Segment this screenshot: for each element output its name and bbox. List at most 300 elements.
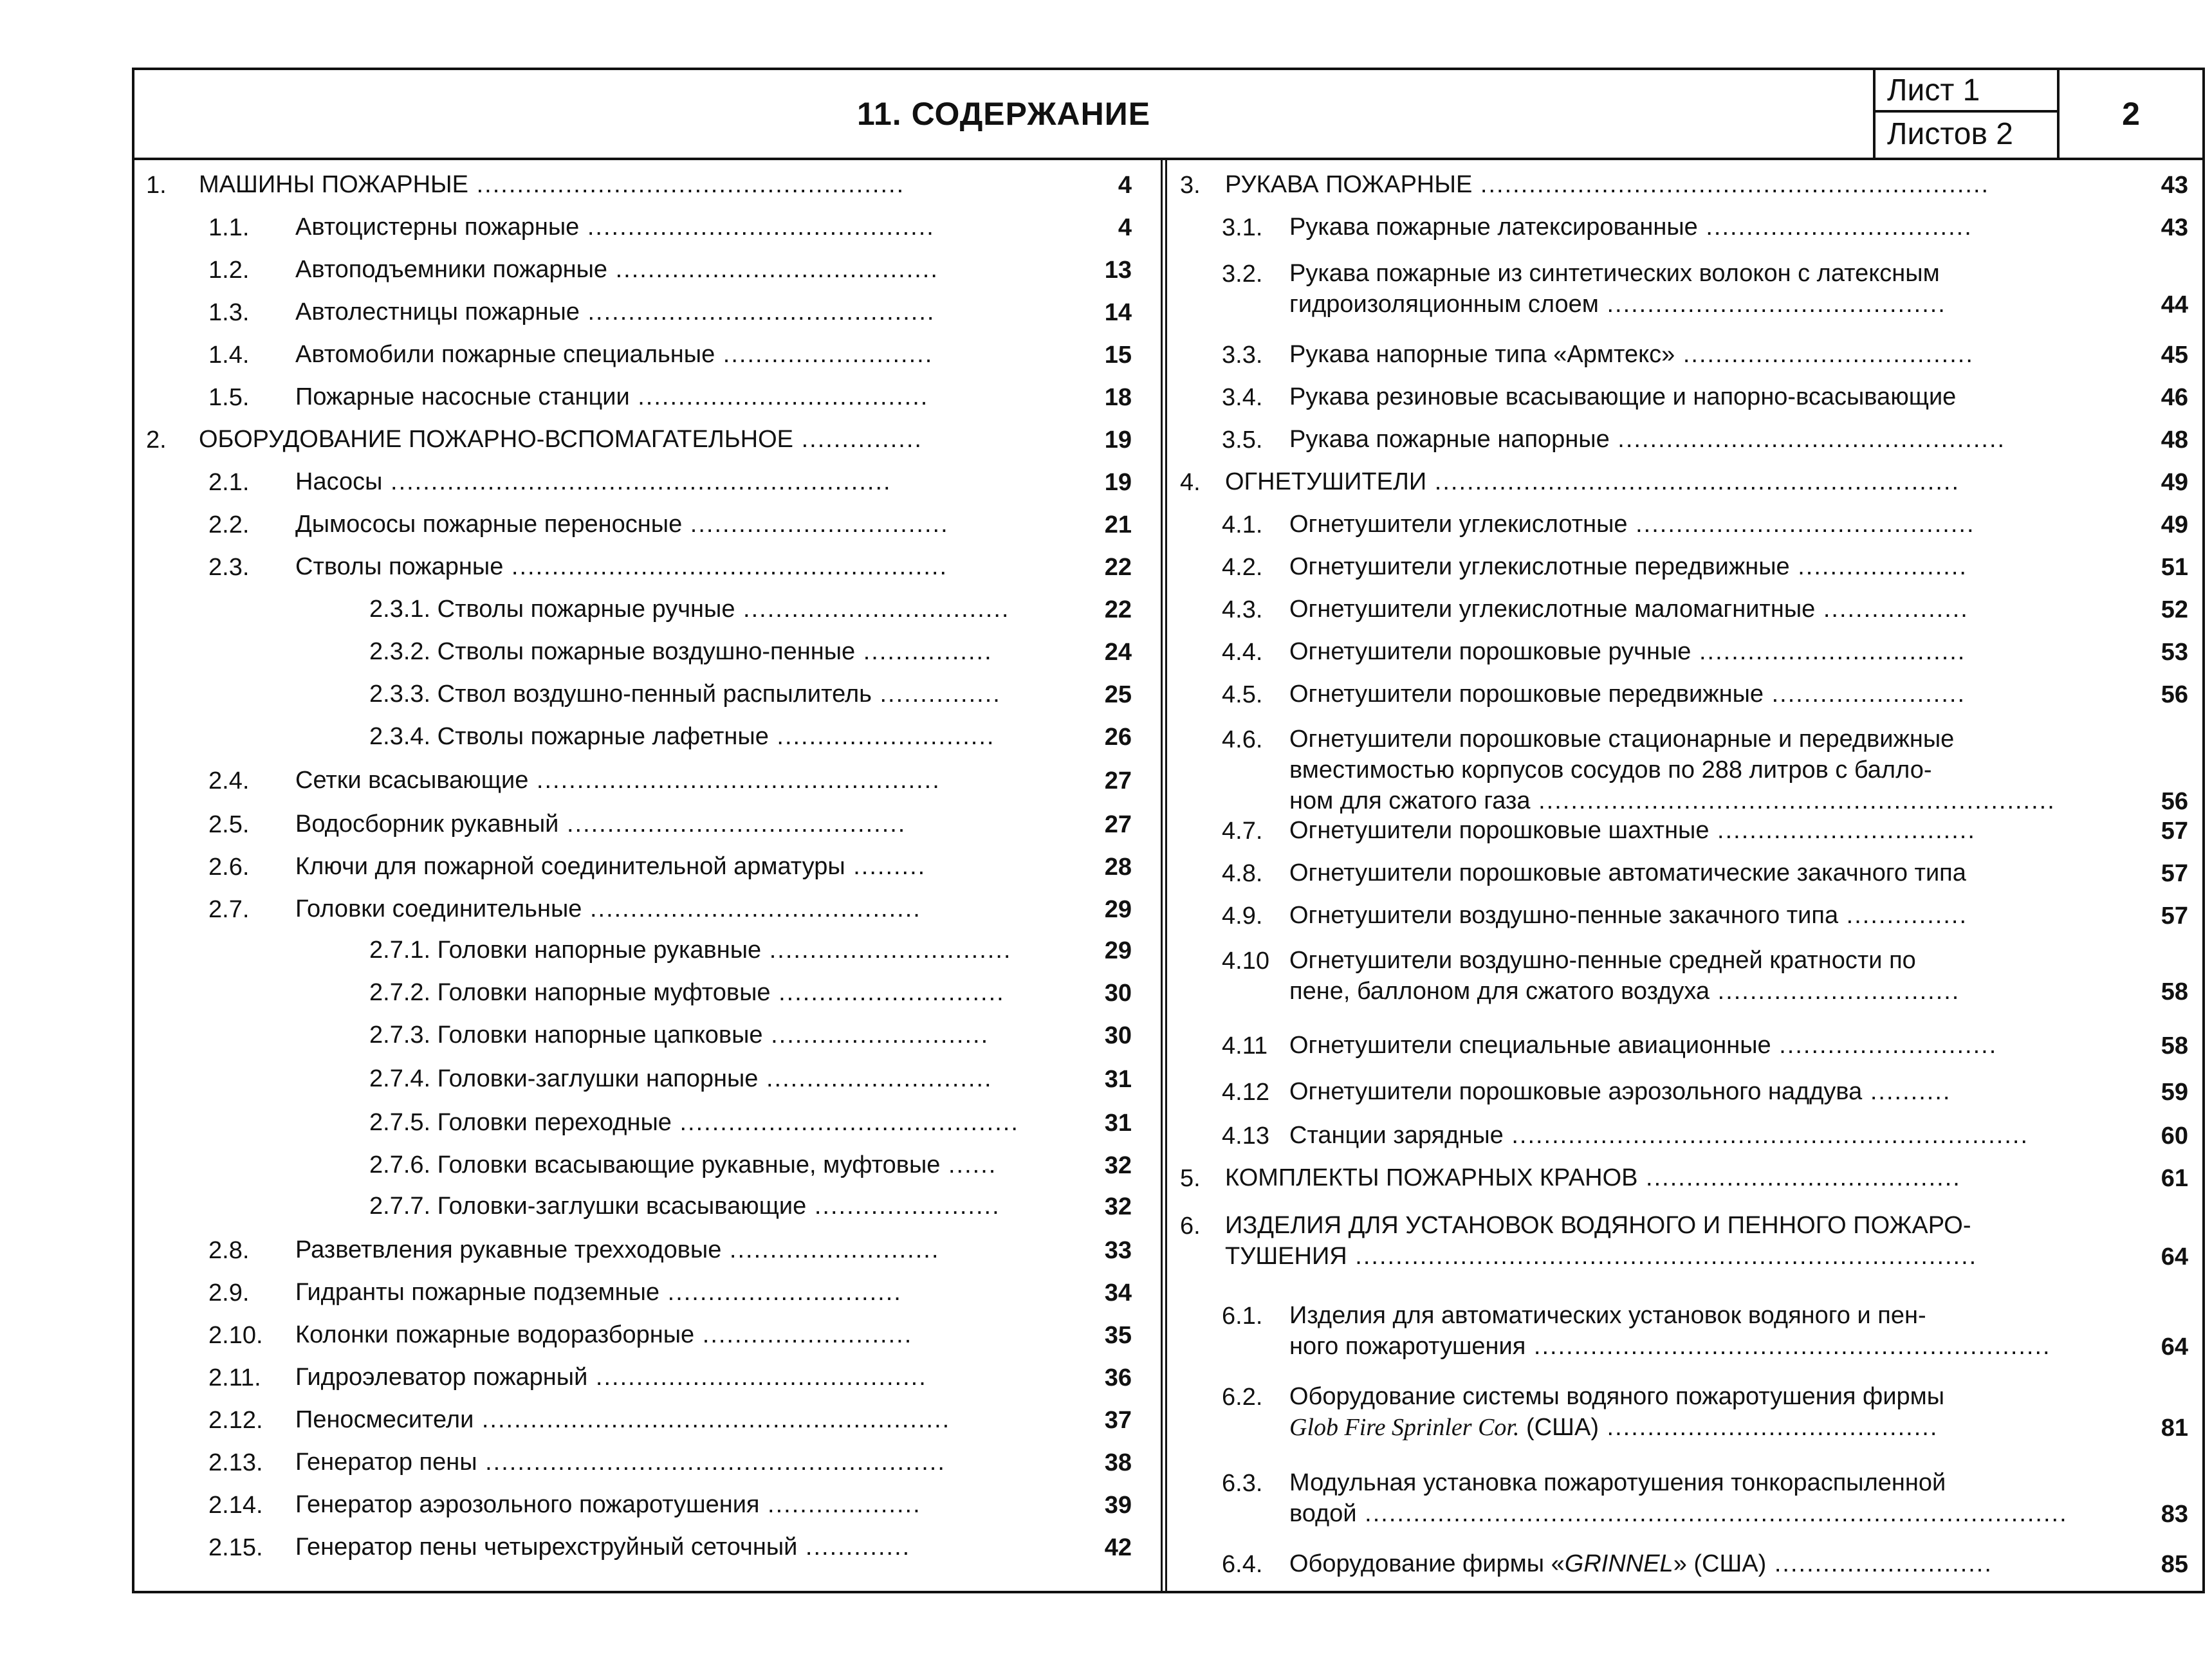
toc-entry-page: 56 — [2161, 788, 2188, 815]
toc-entry-italic-text: GRINNEL — [1564, 1550, 1673, 1577]
leader-dots: ............................ — [758, 1065, 993, 1092]
toc-entry-text: Огнетушители специальные авиационные — [1289, 1032, 1771, 1059]
toc-entry-page: 13 — [1104, 257, 1132, 284]
toc-entry-line — [1289, 1548, 2119, 1579]
toc-entry-title — [369, 721, 1077, 752]
toc-entry-text: Огнетушители воздушно-пенные средней кратности по — [1289, 947, 1916, 974]
toc-entry-title — [369, 977, 1077, 1008]
toc-entry-text: МАШИНЫ ПОЖАРНЫЕ — [199, 171, 469, 198]
leader-dots: ........................................ — [607, 256, 939, 283]
leader-dots: ......................................................... — [477, 1449, 946, 1476]
toc-entry-line — [369, 721, 1077, 752]
toc-entry-page: 42 — [1104, 1534, 1132, 1561]
toc-entry-number: 2.3. — [208, 554, 250, 581]
toc-right-column — [1167, 160, 2202, 1593]
toc-entry-text: 2.3.2. Стволы пожарные воздушно-пенные — [369, 638, 856, 665]
toc-entry-number: 4.11 — [1222, 1032, 1268, 1059]
toc-entry-title — [1289, 815, 2119, 846]
toc-entry-page: 49 — [2161, 469, 2188, 496]
toc-entry-line — [295, 1319, 1077, 1350]
toc-entry-number: 2.1. — [208, 469, 250, 496]
toc-entry-number: 4.6. — [1222, 726, 1263, 753]
toc-entry-title — [1289, 900, 2119, 931]
toc-entry-page: 26 — [1104, 724, 1132, 751]
toc-entry-number: 2.9. — [208, 1279, 250, 1306]
toc-entry-line — [1289, 636, 2119, 667]
toc-entry-line — [295, 509, 1077, 540]
leader-dots: ............... — [793, 426, 923, 453]
toc-entry-number: 2. — [146, 426, 167, 454]
toc-entry-text: Огнетушители порошковые стационарные и передвижные — [1289, 726, 1955, 753]
toc-entry-title — [1289, 339, 2119, 370]
toc-entry-text: Изделия для автоматических установок водяного и пен- — [1289, 1302, 1926, 1329]
toc-entry-text: ном для сжатого газа — [1289, 787, 1531, 814]
toc-entry-page: 44 — [2161, 291, 2188, 318]
toc-entry-text: 2.7.5. Головки переходные — [369, 1109, 672, 1136]
toc-entry-line — [1289, 509, 2119, 540]
toc-entry-page: 31 — [1104, 1110, 1132, 1137]
toc-entry-text: РУКАВА ПОЖАРНЫЕ — [1225, 171, 1473, 198]
toc-entry-title — [295, 254, 1077, 285]
header — [134, 70, 2202, 160]
toc-entry-number: 1.5. — [208, 384, 250, 411]
toc-entry-line — [1289, 339, 2119, 370]
toc-entry-page: 33 — [1104, 1237, 1132, 1264]
toc-entry-page: 28 — [1104, 854, 1132, 881]
toc-entry-text: Рукава пожарные латексированные — [1289, 214, 1698, 241]
toc-entry-line — [295, 893, 1077, 924]
toc-entry-title — [369, 1107, 1077, 1138]
toc-entry-number: 2.12. — [208, 1407, 263, 1434]
toc-entry-text: Генератор пены четырехструйный сеточный — [295, 1534, 798, 1561]
toc-entry-text: 2.7.7. Головки-заглушки всасывающие — [369, 1193, 807, 1220]
leader-dots: .................................... — [629, 383, 929, 410]
toc-entry-page: 58 — [2161, 1032, 2188, 1059]
toc-entry-text: Рукава пожарные из синтетических волокон с латексным — [1289, 260, 1940, 287]
toc-entry-text: Автомобили пожарные специальные — [295, 341, 715, 368]
toc-entry-text: Автоподъемники пожарные — [295, 256, 608, 283]
toc-entry-text: Оборудование фирмы « — [1289, 1550, 1565, 1577]
toc-entry-title — [1289, 1300, 2119, 1362]
toc-entry-number: 2.14. — [208, 1492, 263, 1519]
toc-entry-title — [295, 1234, 1077, 1265]
toc-entry-page: 38 — [1104, 1449, 1132, 1476]
leader-dots: .......................... — [694, 1321, 913, 1348]
toc-entry-title — [295, 509, 1077, 540]
toc-entry-number: 1.4. — [208, 342, 250, 369]
toc-entry-title — [369, 1191, 1077, 1222]
toc-entry-page: 35 — [1104, 1322, 1132, 1349]
toc-entry-line — [295, 1277, 1077, 1308]
toc-entry-page: 60 — [2161, 1123, 2188, 1150]
toc-entry-page: 21 — [1104, 511, 1132, 538]
toc-entry-title — [199, 169, 1077, 200]
toc-entry-page: 27 — [1104, 811, 1132, 838]
leader-dots: ............... — [1838, 902, 1968, 929]
leader-dots: ........................... — [1771, 1032, 1998, 1059]
toc-entry-title — [295, 809, 1077, 839]
toc-entry-text: КОМПЛЕКТЫ ПОЖАРНЫХ КРАНОВ — [1225, 1164, 1638, 1191]
toc-entry-text: Оборудование системы водяного пожаротушения фирмы — [1289, 1383, 1945, 1410]
toc-entry-line — [1225, 1162, 2119, 1193]
toc-entry-line — [1289, 1498, 2119, 1529]
leader-dots: ................................. — [735, 596, 1010, 623]
toc-left-column — [134, 160, 1161, 1593]
toc-entry-title — [369, 636, 1077, 667]
toc-entry-line — [295, 1362, 1077, 1393]
leader-dots: .................................... — [1675, 341, 1974, 368]
toc-entry-line — [369, 1107, 1077, 1138]
toc-entry-line — [295, 551, 1077, 582]
toc-entry-number: 6.3. — [1222, 1470, 1263, 1497]
toc-entry-title — [369, 679, 1077, 710]
toc-entry-title — [295, 381, 1077, 412]
toc-entry-page: 61 — [2161, 1165, 2188, 1192]
toc-entry-text: 2.3.1. Стволы пожарные ручные — [369, 596, 735, 623]
toc-entry-page: 58 — [2161, 978, 2188, 1005]
toc-entry-title — [295, 551, 1077, 582]
toc-entry-line — [1289, 1331, 2119, 1362]
toc-entry-number: 2.6. — [208, 854, 250, 881]
leader-dots: ................................ — [1709, 817, 1976, 844]
toc-entry-title — [1289, 594, 2119, 625]
toc-entry-number: 4.9. — [1222, 903, 1263, 930]
toc-entry-number: 4.5. — [1222, 681, 1263, 708]
toc-entry-text: 2.7.6. Головки всасывающие рукавные, муфтовые — [369, 1151, 941, 1178]
leader-dots: ........................... — [762, 1022, 990, 1049]
toc-entry-text: Огнетушители углекислотные передвижные — [1289, 553, 1790, 580]
toc-entry-page: 48 — [2161, 426, 2188, 454]
toc-entry-page: 43 — [2161, 214, 2188, 241]
toc-entry-text: Дымососы пожарные переносные — [295, 511, 683, 538]
leader-dots: ................................. — [1691, 638, 1966, 665]
toc-entry-text: Огнетушители порошковые аэрозольного наддува — [1289, 1078, 1863, 1105]
toc-entry-page: 45 — [2161, 342, 2188, 369]
leader-dots: .......................................................... — [474, 1406, 951, 1433]
toc-entry-text: 2.7.4. Головки-заглушки напорные — [369, 1065, 759, 1092]
toc-entry-text: Пожарные насосные станции — [295, 383, 630, 410]
toc-entry-title — [295, 1447, 1077, 1478]
toc-entry-text: Огнетушители порошковые передвижные — [1289, 681, 1764, 708]
toc-entry-page: 29 — [1104, 937, 1132, 964]
toc-entry-title — [1289, 1120, 2119, 1151]
toc-entry-line — [1289, 815, 2119, 846]
toc-entry-line — [295, 1489, 1077, 1520]
toc-entry-text: Разветвления рукавные трехходовые — [295, 1236, 722, 1263]
toc-entry-page: 51 — [2161, 554, 2188, 581]
toc-entry-number: 6.4. — [1222, 1551, 1263, 1578]
toc-entry-number: 5. — [1180, 1165, 1201, 1192]
toc-entry-number: 4.8. — [1222, 860, 1263, 887]
toc-entry-title — [1289, 679, 2119, 710]
leader-dots: ................................................ — [1609, 426, 2006, 453]
toc-entry-page: 52 — [2161, 596, 2188, 623]
toc-entry-line — [1289, 785, 2119, 816]
toc-entry-line — [1289, 289, 2119, 320]
toc-entry-title — [1289, 424, 2119, 455]
leader-dots: ................................................................ — [1525, 1333, 2051, 1360]
toc-entry-line — [295, 466, 1077, 497]
toc-entry-text: 2.7.1. Головки напорные рукавные — [369, 937, 762, 964]
toc-entry-line — [1289, 1076, 2119, 1107]
toc-entry-line — [295, 212, 1077, 243]
toc-entry-page: 24 — [1104, 639, 1132, 666]
toc-entry-text: Огнетушители порошковые автоматические закачного типа — [1289, 859, 1966, 886]
toc-entry-line — [1289, 258, 2119, 289]
toc-entry-line — [1289, 1030, 2119, 1061]
toc-entry-number: 6. — [1180, 1213, 1201, 1240]
leader-dots: .............................................................. — [382, 468, 892, 495]
toc-entry-title — [1225, 1210, 2119, 1272]
toc-entry-title — [1225, 169, 2119, 200]
toc-entry-line — [369, 679, 1077, 710]
leader-dots: ................................................................ — [1530, 787, 2056, 814]
leader-dots: ....................................................................................... — [1356, 1500, 2068, 1527]
toc-entry-number: 2.7. — [208, 896, 250, 923]
toc-entry-title — [295, 1319, 1077, 1350]
toc-entry-line — [295, 1532, 1077, 1562]
leader-dots: ............... — [871, 681, 1001, 708]
toc-entry-page: 22 — [1104, 596, 1132, 623]
toc-entry-text: Огнетушители порошковые ручные — [1289, 638, 1691, 665]
toc-entry-page: 57 — [2161, 860, 2188, 887]
toc-entry-text: Рукава пожарные напорные — [1289, 426, 1610, 453]
toc-entry-number: 4.7. — [1222, 818, 1263, 845]
toc-entry-text: ОГНЕТУШИТЕЛИ — [1225, 468, 1427, 495]
leader-dots: ........................................... — [579, 214, 935, 241]
leader-dots: ........................... — [768, 723, 995, 750]
leader-dots: ................................................................ — [1503, 1122, 2029, 1149]
toc-entry-number: 1.1. — [208, 214, 250, 241]
toc-entry-page: 57 — [2161, 903, 2188, 930]
toc-entry-line — [1289, 900, 2119, 931]
toc-entry-number: 4. — [1180, 469, 1201, 496]
toc-entry-text: Модульная установка пожаротушения тонкораспыленной — [1289, 1469, 1946, 1496]
toc-entry-title — [1289, 945, 2119, 1007]
toc-entry-text: 2.7.2. Головки напорные муфтовые — [369, 979, 771, 1006]
leader-dots: ............................ — [770, 979, 1005, 1006]
leader-dots: ............. — [797, 1534, 911, 1561]
toc-entry-text: Пеносмесители — [295, 1406, 474, 1433]
toc-entry-line — [369, 1150, 1077, 1180]
toc-entry-line — [295, 254, 1077, 285]
toc-entry-text: Рукава резиновые всасывающие и напорно-всасывающие — [1289, 383, 1957, 410]
leader-dots: ...................................................... — [503, 553, 948, 580]
toc-entry-line — [295, 1234, 1077, 1265]
toc-entry-title — [1289, 1548, 2119, 1579]
toc-entry-text: ТУШЕНИЯ — [1225, 1243, 1347, 1270]
toc-entry-page: 19 — [1104, 469, 1132, 496]
toc-entry-number: 3. — [1180, 172, 1201, 199]
toc-entry-line — [1225, 169, 2119, 200]
toc-entry-line — [369, 636, 1077, 667]
toc-entry-title — [295, 339, 1077, 370]
toc-entry-number: 4.12 — [1222, 1079, 1269, 1106]
toc-entry-line — [295, 765, 1077, 796]
toc-entry-line — [369, 1191, 1077, 1222]
toc-entry-title — [199, 424, 1077, 455]
toc-entry-page: 19 — [1104, 426, 1132, 454]
toc-entry-page: 83 — [2161, 1501, 2188, 1528]
toc-entry-page: 81 — [2161, 1415, 2188, 1442]
toc-entry-line — [199, 169, 1077, 200]
toc-entry-title — [1289, 212, 2119, 243]
toc-entry-title — [1225, 466, 2119, 497]
toc-entry-page: 46 — [2161, 384, 2188, 411]
toc-entry-page: 64 — [2161, 1333, 2188, 1361]
toc-entry-text: ОБОРУДОВАНИЕ ПОЖАРНО-ВСПОМАГАТЕЛЬНОЕ — [199, 426, 794, 453]
toc-entry-title — [1289, 551, 2119, 582]
toc-entry-number: 2.5. — [208, 811, 250, 838]
toc-entry-title — [1289, 1467, 2119, 1529]
toc-entry-page: 53 — [2161, 639, 2188, 666]
toc-entry-text: ИЗДЕЛИЯ ДЛЯ УСТАНОВОК ВОДЯНОГО И ПЕННОГО ПОЖАРО- — [1225, 1212, 1971, 1239]
leader-dots: ............................................................................. — [1347, 1243, 1978, 1270]
toc-entry-text-after: » (США) — [1673, 1550, 1767, 1577]
leader-dots: ....................................... — [1637, 1164, 1961, 1191]
toc-entry-line — [1289, 755, 2119, 785]
toc-entry-page: 32 — [1104, 1193, 1132, 1220]
toc-entry-title — [369, 935, 1077, 966]
leader-dots: ............................................................... — [1472, 171, 1990, 198]
toc-entry-line — [199, 424, 1077, 455]
leader-dots: .......................................... — [558, 811, 907, 838]
column-divider — [1161, 160, 1167, 1593]
leader-dots: .............................. — [1710, 978, 1960, 1005]
toc-entry-title — [1289, 857, 2119, 888]
toc-entry-title — [369, 594, 1077, 625]
toc-entry-title — [369, 1020, 1077, 1050]
toc-entry-page: 43 — [2161, 172, 2188, 199]
toc-entry-page: 32 — [1104, 1152, 1132, 1179]
toc-entry-text: Рукава напорные типа «Армтекс» — [1289, 341, 1675, 368]
toc-entry-text: Огнетушители воздушно-пенные закачного типа — [1289, 902, 1839, 929]
toc-entry-text: 2.3.3. Ствол воздушно-пенный распылитель — [369, 681, 872, 708]
toc-entry-line — [369, 1063, 1077, 1094]
toc-entry-title — [1289, 1381, 2119, 1443]
toc-entry-line — [369, 935, 1077, 966]
toc-entry-title — [295, 466, 1077, 497]
toc-entry-line — [369, 1020, 1077, 1050]
toc-entry-line — [1289, 594, 2119, 625]
toc-entry-line — [369, 594, 1077, 625]
toc-entry-number: 2.15. — [208, 1534, 263, 1561]
toc-entry-page: 37 — [1104, 1407, 1132, 1434]
toc-entry-line — [1289, 381, 2119, 412]
toc-entry-page: 18 — [1104, 384, 1132, 411]
toc-entry-number: 2.2. — [208, 511, 250, 538]
leader-dots: .......................................... — [1627, 511, 1975, 538]
toc-entry-text: Автоцистерны пожарные — [295, 214, 580, 241]
toc-entry-text: водой — [1289, 1500, 1357, 1527]
toc-entry-text: Гидранты пожарные подземные — [295, 1279, 660, 1306]
toc-entry-page: 56 — [2161, 681, 2188, 708]
toc-entry-text: Насосы — [295, 468, 383, 495]
toc-entry-title — [1289, 1030, 2119, 1061]
toc-entry-number: 3.1. — [1222, 214, 1263, 241]
toc-entry-line — [295, 1404, 1077, 1435]
toc-entry-line — [1289, 212, 2119, 243]
toc-entry-number: 3.4. — [1222, 384, 1263, 411]
leader-dots: ......... — [845, 853, 926, 880]
toc-entry-page: 39 — [1104, 1492, 1132, 1519]
toc-entry-number: 2.10. — [208, 1322, 263, 1349]
toc-entry-title — [295, 765, 1077, 796]
toc-entry-title — [295, 851, 1077, 882]
toc-entry-text: гидроизоляционным слоем — [1289, 291, 1599, 318]
toc-entry-number: 3.2. — [1222, 261, 1263, 288]
toc-entry-line — [1289, 1467, 2119, 1498]
toc-entry-page: 27 — [1104, 767, 1132, 794]
toc-entry-line — [1289, 551, 2119, 582]
toc-entry-text: ного пожаротушения — [1289, 1333, 1526, 1360]
leader-dots: ........................................... — [579, 298, 935, 325]
leader-dots: ................... — [759, 1491, 921, 1518]
toc-entry-italic-text: Glob Fire Sprinler Cor. — [1289, 1414, 1520, 1441]
leader-dots: ....................... — [806, 1193, 1000, 1220]
toc-entry-text: 2.3.4. Стволы пожарные лафетные — [369, 723, 769, 750]
toc-entry-number: 2.8. — [208, 1237, 250, 1264]
toc-entry-text: Стволы пожарные — [295, 553, 504, 580]
toc-entry-text: Генератор аэрозольного пожаротушения — [295, 1491, 760, 1518]
sheet-info-box — [1873, 70, 2060, 158]
toc-entry-title — [1289, 1076, 2119, 1107]
toc-entry-title — [1289, 258, 2119, 320]
toc-entry-text: Колонки пожарные водоразборные — [295, 1321, 695, 1348]
toc-entry-number: 2.11. — [208, 1364, 261, 1391]
leader-dots: ........................... — [1766, 1550, 1993, 1577]
toc-entry-page: 30 — [1104, 980, 1132, 1007]
document-frame — [132, 68, 2205, 1593]
toc-entry-line — [1289, 724, 2119, 755]
leader-dots: .................. — [1815, 596, 1969, 623]
toc-entry-title — [1289, 724, 2119, 816]
toc-entry-line — [295, 339, 1077, 370]
leader-dots: .......................... — [715, 341, 934, 368]
leader-dots: ................ — [855, 638, 993, 665]
toc-entry-number: 3.5. — [1222, 426, 1263, 454]
toc-entry-line — [1289, 945, 2119, 976]
toc-entry-page: 64 — [2161, 1243, 2188, 1270]
toc-entry-text: 2.7.3. Головки напорные цапковые — [369, 1022, 763, 1049]
leader-dots: ............................. — [659, 1279, 902, 1306]
toc-entry-line — [1289, 976, 2119, 1007]
leader-dots: .......... — [1862, 1078, 1951, 1105]
leader-dots: ..................... — [1789, 553, 1968, 580]
toc-entry-line — [1289, 1381, 2119, 1412]
toc-entry-title — [1289, 509, 2119, 540]
leader-dots: ......................................... — [582, 895, 921, 922]
toc-entry-number: 6.1. — [1222, 1303, 1263, 1330]
toc-entry-page: 59 — [2161, 1079, 2188, 1106]
toc-entry-line — [1289, 424, 2119, 455]
toc-entry-page: 57 — [2161, 818, 2188, 845]
sheet-number: Лист 1 — [1876, 70, 2057, 113]
toc-entry-line — [1225, 466, 2119, 497]
toc-entry-title — [1289, 381, 2119, 412]
toc-entry-title — [295, 1362, 1077, 1393]
toc-entry-number: 4.10 — [1222, 948, 1269, 975]
toc-entry-page: 36 — [1104, 1364, 1132, 1391]
toc-entry-number: 1.2. — [208, 257, 250, 284]
toc-entry-page: 25 — [1104, 681, 1132, 708]
toc-entry-line — [1289, 679, 2119, 710]
toc-entry-text: Сетки всасывающие — [295, 767, 529, 794]
leader-dots: .......................................... — [1598, 291, 1946, 318]
toc-entry-title — [295, 893, 1077, 924]
toc-entry-line — [1225, 1241, 2119, 1272]
toc-entry-number: 2.13. — [208, 1449, 263, 1476]
